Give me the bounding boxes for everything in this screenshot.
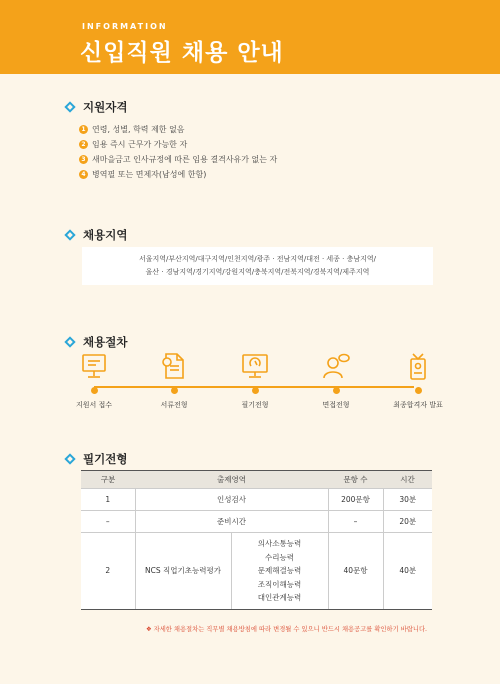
table-header: 문항 수 (328, 471, 383, 489)
process-step (301, 351, 371, 410)
process-timeline (75, 351, 443, 411)
diamond-icon (64, 229, 75, 240)
timeline-dot (415, 387, 422, 394)
number-badge: 1 (79, 125, 88, 134)
table-cell-subjects (231, 533, 328, 610)
list-item (79, 137, 277, 152)
table-header: 출제영역 (135, 471, 328, 489)
timeline-dot (333, 387, 340, 394)
table-header-row (81, 471, 432, 489)
table-cell: – (81, 511, 135, 533)
table-cell: 20분 (383, 511, 432, 533)
process-title: 채용절차 (83, 335, 128, 349)
qualification-title: 지원자격 (83, 100, 128, 114)
step-label: 필기전형 (241, 401, 269, 409)
table-cell: 2 (81, 533, 135, 610)
table-cell: 인성검사 (135, 489, 328, 511)
timeline-dot (91, 387, 98, 394)
table-row (81, 533, 432, 610)
list-item (79, 167, 277, 182)
subject-item: 의사소통능력 (257, 539, 302, 548)
process-step (383, 351, 453, 410)
list-item (79, 152, 277, 167)
list-item-text: 임용 즉시 근무가 가능한 자 (92, 140, 188, 149)
table-cell: – (328, 511, 383, 533)
number-badge: 2 (79, 140, 88, 149)
number-badge: 3 (79, 155, 88, 164)
table-cell: 30분 (383, 489, 432, 511)
footnote: ❖ 자세한 채용절차는 직무별 채용방침에 따라 변경될 수 있으니 반드시 채용공고를 확인하기 바랍니다. (146, 626, 428, 633)
step-label: 최종합격자 발표 (393, 401, 443, 409)
page-title: 신입직원 채용 안내 (80, 40, 284, 66)
timeline-dot (171, 387, 178, 394)
section-title-written (66, 451, 127, 467)
process-step (139, 351, 209, 410)
table-row (81, 511, 432, 533)
region-title: 채용지역 (83, 228, 128, 242)
table-cell: NCS 직업기초능력평가 (135, 533, 231, 610)
region-line-1: 서울지역/부산지역/대구지역/인천지역/광주 · 전남지역/대전 · 세종 · 충남지역/ (138, 255, 377, 263)
table-cell: 준비시간 (135, 511, 328, 533)
qualification-list (79, 122, 277, 182)
region-line-2: 울산 · 경남지역/경기지역/강원지역/충북지역/전북지역/경북지역/제주지역 (145, 268, 370, 276)
section-title-qualification (66, 99, 127, 115)
computer-test-icon (240, 351, 270, 381)
step-label: 면접전형 (322, 401, 350, 409)
subject-item: 문제해결능력 (257, 566, 302, 575)
section-title-region (66, 227, 127, 243)
timeline-dot (252, 387, 259, 394)
monitor-icon (79, 351, 109, 381)
diamond-icon (64, 336, 75, 347)
list-item (79, 122, 277, 137)
table-cell: 40문항 (328, 533, 383, 610)
id-badge-icon (403, 351, 433, 381)
section-title-process (66, 334, 127, 350)
document-icon (159, 351, 189, 381)
step-label: 지원서 접수 (75, 401, 113, 409)
number-badge: 4 (79, 170, 88, 179)
subject-item: 조직이해능력 (257, 579, 302, 589)
table-header: 구분 (81, 471, 135, 489)
region-box (82, 247, 433, 285)
list-item-text: 병역필 또는 면제자(남성에 한함) (92, 170, 207, 179)
subject-item: 대인관계능력 (257, 593, 302, 602)
step-label: 서류전형 (160, 401, 188, 409)
process-step (59, 351, 129, 410)
header-label: INFORMATION (82, 22, 168, 31)
table-cell: 1 (81, 489, 135, 511)
table-row (81, 489, 432, 511)
written-test-table (81, 470, 432, 610)
header-banner (0, 0, 500, 74)
interview-icon (321, 351, 351, 381)
list-item-text: 새마을금고 인사규정에 따른 임용 결격사유가 없는 자 (92, 155, 278, 164)
diamond-icon (64, 453, 75, 464)
written-title: 필기전형 (83, 452, 128, 466)
process-step (220, 351, 290, 410)
table-cell: 200문항 (328, 489, 383, 511)
subject-item: 수리능력 (265, 552, 294, 562)
list-item-text: 연령, 성별, 학력 제한 없음 (92, 125, 185, 134)
table-header: 시간 (383, 471, 432, 489)
table-cell: 40분 (383, 533, 432, 610)
diamond-icon (64, 101, 75, 112)
